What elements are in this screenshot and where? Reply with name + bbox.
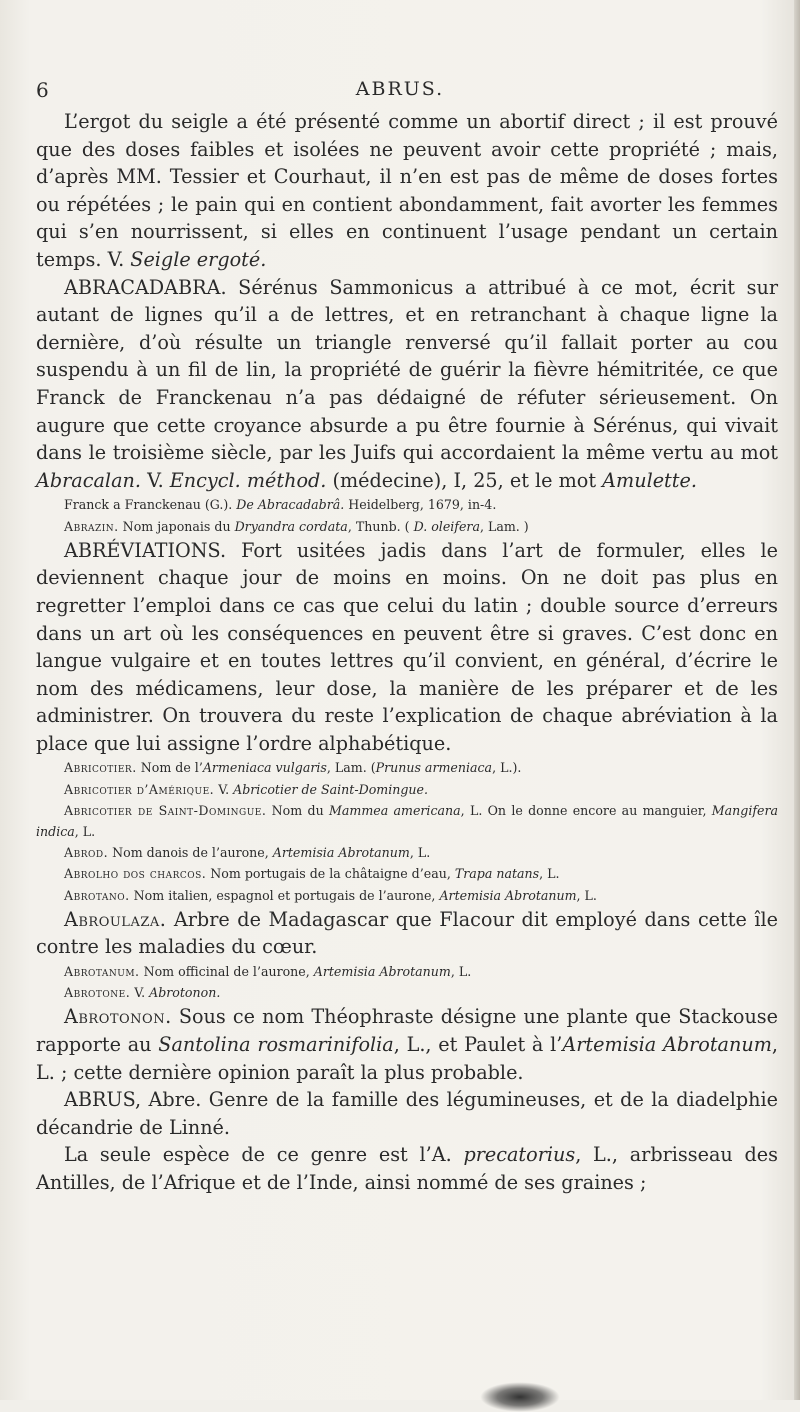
text: Nom portugais de la châtaigne d’eau, (206, 866, 455, 882)
text: , L., arbrisseau des Antilles, de l’Afrique et de l’Inde, ainsi nommé de ses graines ; (36, 1143, 778, 1195)
entry-headword: Abrolho dos charcos. (64, 866, 207, 882)
entry-headword: Abricotier de Saint-Domingue. (64, 802, 267, 818)
entry-abrus (36, 1086, 778, 1141)
entry-abrotano (36, 885, 778, 906)
reference-franck (36, 494, 778, 515)
text: V. (130, 985, 150, 1001)
italic-term: Encycl. méthod. (169, 468, 327, 492)
entry-abricotier (36, 757, 778, 778)
text: , L. (74, 824, 96, 840)
paragraph-ergot (36, 108, 778, 274)
entry-headword: Abrotanum. (64, 964, 140, 980)
italic-term: Amulette. (602, 468, 697, 492)
entry-headword: Abricotier d’Amérique. (64, 781, 215, 797)
text: Nom italien, espagnol et portugais de l’aurone, (129, 887, 440, 903)
text: L’ergot du seigle a été présenté comme un abortif direct ; il est prouvé que des doses faibles et isolées ne peuvent avoir cette propriété ; mais, d’après MM. Tessier et Courhaut, il n’en est pas de même de doses fortes ou répétées ; le pain qui en contient abondamment, fait avorter les femmes qui s’en nourrissent, si elles en continuent l’usage pendant un certain temps. V. (36, 110, 778, 271)
text: Fort usitées jadis dans l’art de formuler, elles le deviennent chaque jour de moins en moins. On ne doit pas plus en regretter l’emploi dans ce cas que celui du latin ; double source d’erreurs dans un art où les conséquences en peuvent être si graves. C’est donc en langue vulgaire et en toutes lettres qu’il convient, en général, d’écrire le nom des médicamens, leur dose, la manière de les préparer et de les administrer. On trouvera du reste l’explication de chaque abréviation à la place que lui assigne l’ordre alphabétique. (36, 538, 778, 755)
text: Arbre de Madagascar que Flacour dit employé dans cette île contre les maladies du cœur. (36, 907, 778, 959)
text: , L. (539, 866, 560, 882)
entry-headword: Abrotone. (64, 985, 131, 1001)
entry-abricotier-saint-domingue (36, 800, 778, 842)
text: , Lam. ( (326, 760, 376, 776)
italic-term: Mangifera indica (36, 802, 778, 840)
entry-abrotone (36, 982, 778, 1003)
text: La seule espèce de ce genre est l’A. (64, 1143, 464, 1167)
page-body (36, 108, 778, 1197)
entry-abricotier-amerique (36, 779, 778, 800)
page-header (0, 78, 800, 102)
italic-term: Mammea americana (328, 802, 461, 818)
entry-headword: ABRACADABRA. (64, 275, 227, 299)
text: , L. On le donne encore au manguier, (460, 802, 712, 818)
italic-term: Artemisia Abrotanum (313, 964, 451, 980)
text: V. (214, 781, 234, 797)
italic-term: precatorius (463, 1143, 576, 1167)
text: Nom de l’ (136, 760, 203, 776)
text: Nom danois de l’aurone, (108, 845, 273, 861)
page-edge (794, 0, 800, 1400)
text: , L. (450, 964, 472, 980)
entry-headword: ABRUS, (64, 1088, 142, 1112)
italic-term: Abrotonon. (149, 985, 221, 1001)
text: , Thunb. ( (347, 518, 414, 534)
text: Heidelberg, 1679, in-4. (344, 497, 497, 513)
text: , L. ; cette dernière opinion paraît la plus probable. (36, 1033, 779, 1084)
text: Nom officinal de l’aurone, (139, 964, 314, 980)
text: Nom du (266, 802, 329, 818)
italic-term: De Abracadabrâ. (236, 497, 345, 513)
italic-term: Santolina rosmarinifolia (158, 1033, 394, 1057)
cross-reference: Seigle ergoté. (130, 247, 267, 271)
entry-headword: Abrod. (64, 845, 109, 861)
entry-abrod (36, 842, 778, 863)
italic-term: Armeniaca vulgaris (202, 760, 327, 776)
text: , L.). (492, 760, 522, 776)
italic-term: Trapa natans (454, 866, 540, 882)
entry-abroulaza (36, 906, 778, 961)
text: V. (140, 468, 170, 492)
italic-term: Abracalan. (36, 468, 141, 492)
text: , L., et Paulet à l’ (393, 1033, 563, 1057)
italic-term: Dryandra cordata (234, 518, 348, 534)
entry-headword: Abrazin. (64, 518, 119, 534)
entry-headword: Abrotonon. (64, 1005, 172, 1029)
italic-term: Artemisia Abrotanum (439, 887, 577, 903)
text: Sous ce nom Théophraste désigne une plante que Stackouse rapporte au (36, 1005, 778, 1057)
entry-abreviations (36, 537, 778, 758)
entry-abrotonon (36, 1003, 778, 1086)
scan-shadow (480, 1382, 560, 1412)
entry-headword: Abricotier. (64, 760, 137, 776)
text: Abre. Genre de la famille des légumineuses, et de la diadelphie décandrie de Linné. (36, 1088, 778, 1139)
page-number: 6 (36, 78, 49, 102)
text: , L. (576, 887, 597, 903)
text: Franck a Franckenau (G.). (64, 497, 237, 513)
italic-term: Prunus armeniaca (375, 760, 493, 776)
text: , Lam. ) (479, 518, 529, 534)
text: , L. (409, 845, 431, 861)
entry-abrazin (36, 516, 778, 537)
text: Sérénus Sammonicus a attribué à ce mot, écrit sur autant de lignes qu’il a de lettres, et en retranchant à chaque ligne la dernière, d’où résulte un triangle renversé qu’il fallait porter au cou suspendu à un fil de lin, la propriété de guérir la fièvre hémitritée, ce que Franck de Franckenau n’a pas dédaigné de réfuter sérieusement. On augure que cette croyance absurde a pu être fournie à Sérénus, qui vivait dans le troisième siècle, par les Juifs qui accordaient la même vertu au mot (36, 275, 778, 465)
italic-term: Artemisia Abrotanum (562, 1033, 772, 1057)
italic-term: Artemisia Abrotanum (272, 845, 410, 861)
italic-term: D. oleifera (413, 518, 480, 534)
entry-headword: Abroulaza. (64, 907, 167, 931)
running-head: ABRUS. (355, 78, 445, 100)
entry-headword: ABRÉVIATIONS. (64, 538, 227, 562)
entry-headword: Abrotano. (64, 887, 130, 903)
paragraph-abrus-species (36, 1141, 778, 1196)
italic-term: Abricotier de Saint-Domingue. (233, 781, 428, 797)
text: (médecine), I, 25, et le mot (326, 468, 603, 492)
text: Nom japonais du (118, 518, 235, 534)
entry-abrolho (36, 863, 778, 884)
entry-abrotanum (36, 961, 778, 982)
entry-abracadabra (36, 274, 778, 495)
